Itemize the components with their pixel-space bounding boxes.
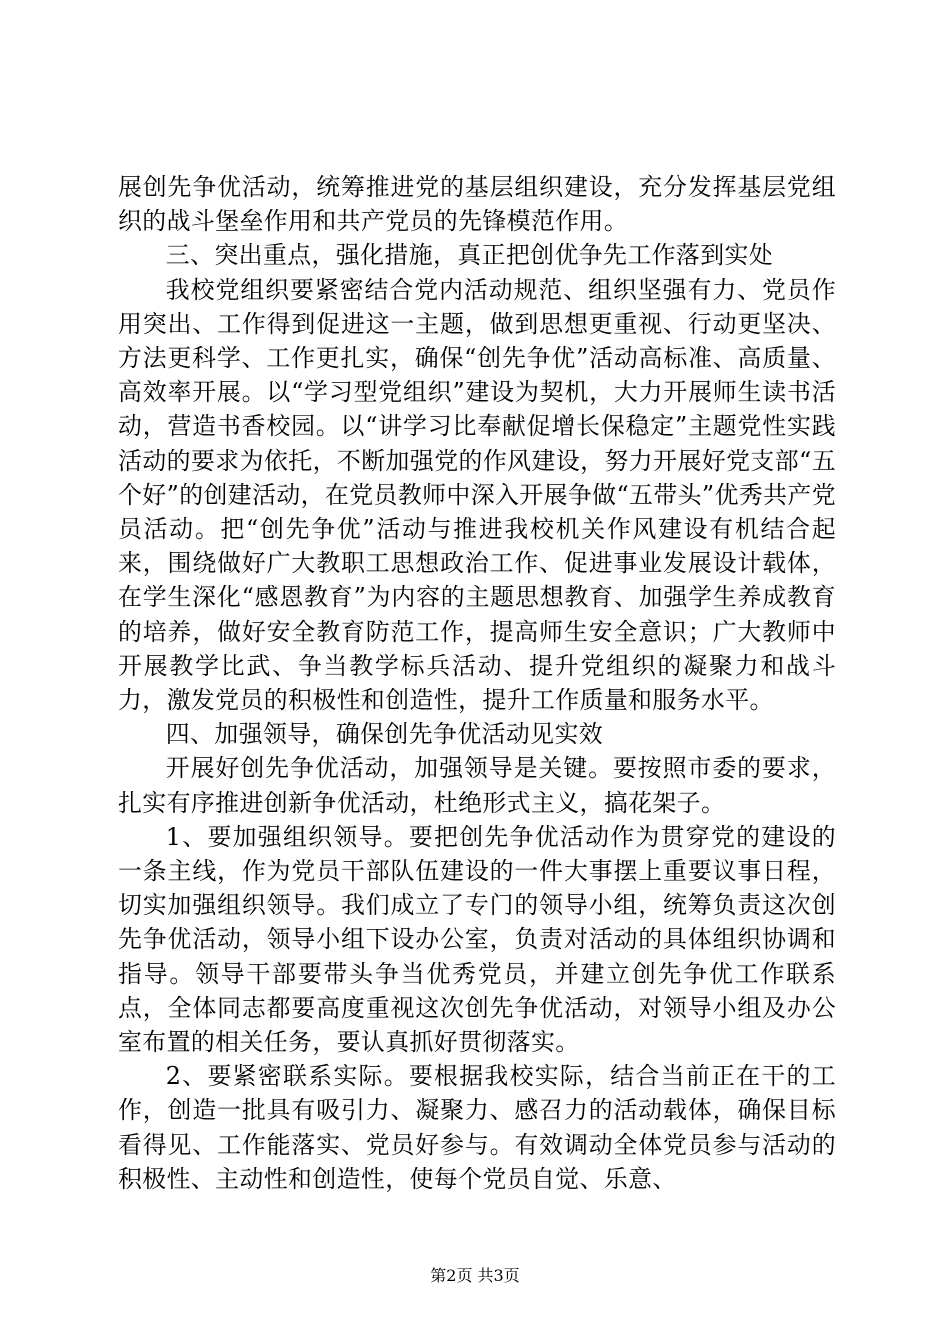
section-heading-4: 四、加强领导，确保创先争优活动见实效	[165, 720, 604, 749]
paragraph-body: 我校党组织要紧密结合党内活动规范、组织坚强有力、党员作用突出、工作得到促进这一主题，做到思想更重视、行动更坚决、方法更科学、工作更扎实，确保“创先争优”活动高标准、高质量、高效率开展。以“学习型党组织”建设为契机，大力开展师生读书活动，营造书香校园。以“讲学习比奉献促增长保稳定”主题党性实践活动的要求为依托，不断加强党的作风建设，努力开展好党支部“五个好”的创建活动，在党员教师中深入开展争做“五带头”优秀共产党员活动。把“创先争优”活动与推进我校机关作风建设有机结合起来，围绕做好广大教职工思想政治工作、促进事业发展设计载体，在学生深化“感恩教育”为内容的主题思想教育、加强学生养成教育的培养，做好安全教育防范工作，提高师生安全意识；广大教师中开展教学比武、争当教学标兵活动、提升党组织的凝聚力和战斗力，激发党员的积极性和创造性，提升工作质量和服务水平。	[118, 275, 836, 715]
paragraph-body: 开展好创先争优活动，加强领导是关键。要按照市委的要求，扎实有序推进创新争优活动，杜绝形式主义，搞花架子。	[118, 754, 836, 817]
paragraph-item-1: 1、要加强组织领导。要把创先争优活动作为贯穿党的建设的一条主线，作为党员干部队伍建设的一件大事摆上重要议事日程，切实加强组织领导。我们成立了专门的领导小组，统筹负责这次创先争优活动，领导小组下设办公室，负责对活动的具体组织协调和指导。领导干部要带头争当优秀党员，并建立创先争优工作联系点，全体同志都要高度重视这次创先争优活动，对领导小组及办公室布置的相关任务，要认真抓好贯彻落实。	[118, 822, 836, 1057]
page-number-label: 第2页 共3页	[430, 1266, 520, 1285]
page-footer	[0, 1266, 950, 1286]
document-body	[118, 170, 836, 1196]
paragraph-item-2: 2、要紧密联系实际。要根据我校实际，结合当前正在干的工作，创造一批具有吸引力、凝聚力、感召力的活动载体，确保目标看得见、工作能落实、党员好参与。有效调动全体党员参与活动的积极性、主动性和创造性，使每个党员自觉、乐意、	[118, 1062, 836, 1193]
paragraph-continuation: 展创先争优活动，统筹推进党的基层组织建设，充分发挥基层党组织的战斗堡垒作用和共产党员的先锋模范作用。	[118, 173, 836, 236]
section-heading-3: 三、突出重点，强化措施，真正把创优争先工作落到实处	[165, 241, 774, 270]
